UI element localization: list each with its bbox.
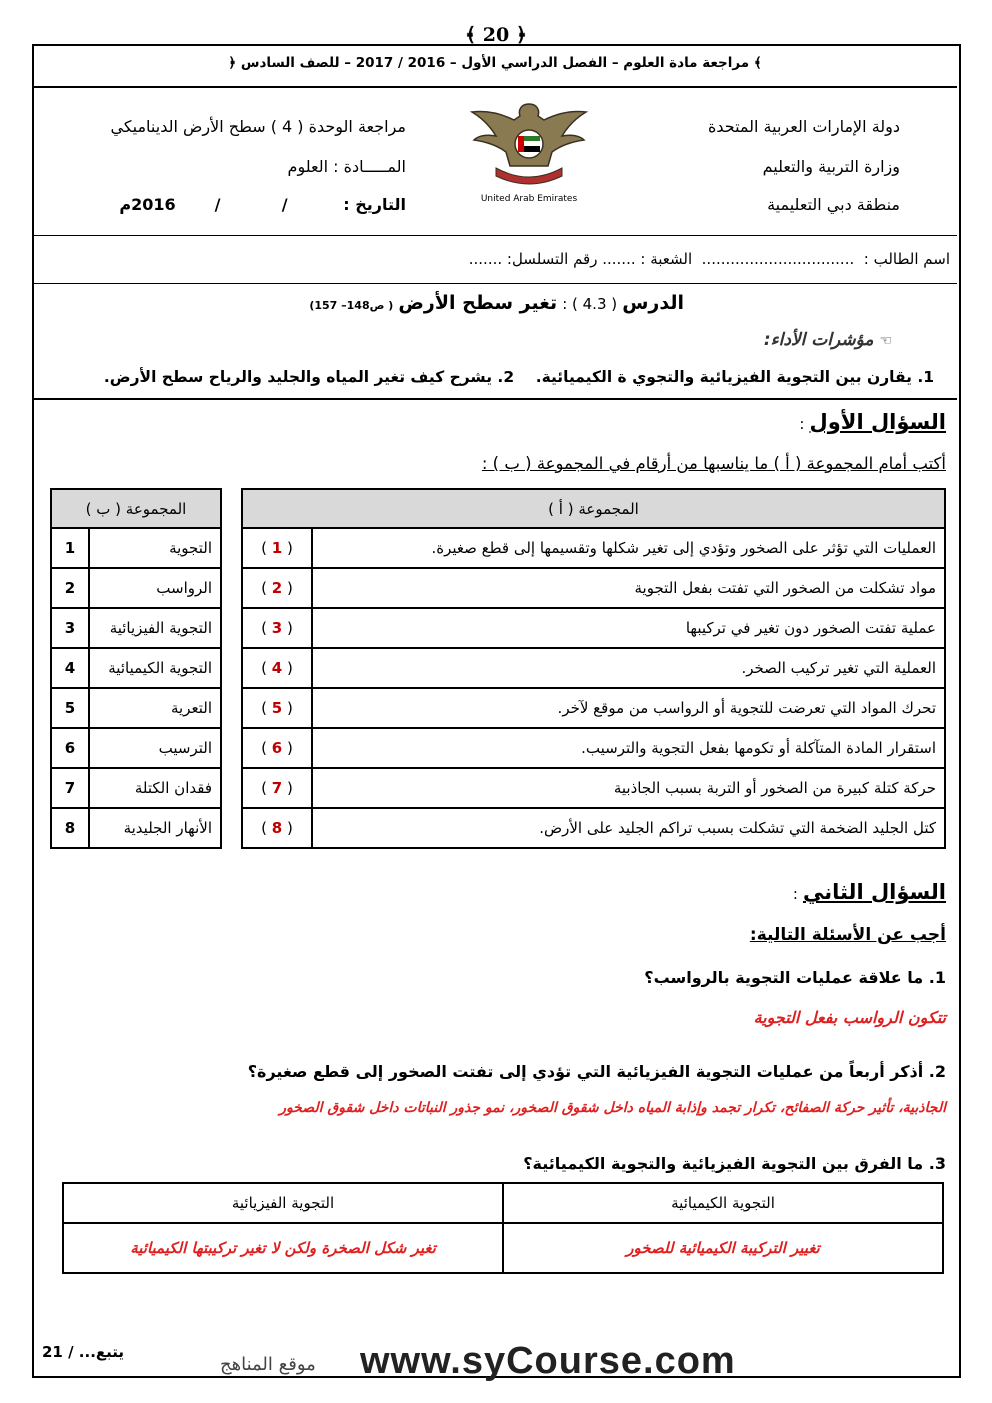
group-a-text: تحرك المواد التي تعرضت للتجوية أو الرواسب من موقع لآخر. xyxy=(312,688,945,728)
answer-cell[interactable]: ( 5 ) xyxy=(242,688,312,728)
lesson-label: الدرس xyxy=(622,292,684,314)
group-b-number: 1 xyxy=(51,528,89,568)
group-b-number: 2 xyxy=(51,568,89,608)
q2-question-1: 1. ما علاقة عمليات التجوية بالرواسب؟ xyxy=(644,968,946,987)
unit-review-title: مراجعة الوحدة ( 4 ) سطح الأرض الديناميكي xyxy=(110,117,406,136)
watermark-url: www.syCourse.com xyxy=(360,1340,736,1382)
group-a-table xyxy=(241,488,946,849)
group-b-number: 6 xyxy=(51,728,89,768)
group-b-row xyxy=(51,728,221,768)
answer-cell[interactable]: ( 1 ) xyxy=(242,528,312,568)
weathering-compare-table xyxy=(62,1182,944,1274)
group-a-row xyxy=(242,608,945,648)
indicators-text: 1. يقارن بين التجوية الفيزيائية والتجوي ة الكيميائية. 2. يشرح كيف تغير المياه والجليد والرياح سطح الأرض. xyxy=(103,368,934,386)
watermark xyxy=(220,1340,780,1392)
group-a-text: عملية تفتت الصخور دون تغير في تركيبها xyxy=(312,608,945,648)
group-b-row xyxy=(51,568,221,608)
q2-instruction: أجب عن الأسئلة التالية: xyxy=(749,925,946,945)
group-b-text: فقدان الكتلة xyxy=(89,768,221,808)
answer-cell[interactable]: ( 7 ) xyxy=(242,768,312,808)
date-line: التاريخ : / / 2016م xyxy=(119,195,406,214)
group-a-row xyxy=(242,568,945,608)
subject-line: المـــــادة : العلوم xyxy=(287,157,406,176)
group-a-text: كتل الجليد الضخمة التي تشكلت بسبب تراكم الجليد على الأرض. xyxy=(312,808,945,848)
group-a-row xyxy=(242,648,945,688)
group-b-number: 3 xyxy=(51,608,89,648)
q2-question-3: 3. ما الفرق بين التجوية الفيزيائية والتجوية الكيميائية؟ xyxy=(523,1154,946,1173)
chemical-weathering-header: التجوية الكيميائية xyxy=(503,1183,943,1223)
group-b-row xyxy=(51,528,221,568)
group-b-text: الترسيب xyxy=(89,728,221,768)
group-b-header: المجموعة ( ب ) xyxy=(51,489,221,528)
group-a-text: استقرار المادة المتآكلة أو تكومها بفعل التجوية والترسيب. xyxy=(312,728,945,768)
falcon-emblem-icon xyxy=(466,96,592,188)
chemical-weathering-answer[interactable]: تغيير التركيبة الكيميائية للصخور xyxy=(503,1223,943,1273)
group-b-text: التجوية xyxy=(89,528,221,568)
group-a-row xyxy=(242,808,945,848)
lesson-line xyxy=(309,292,684,314)
student-divider xyxy=(32,283,957,284)
answer-cell[interactable]: ( 8 ) xyxy=(242,808,312,848)
header-divider xyxy=(32,235,957,236)
indicators-label-row xyxy=(764,330,892,350)
q2-title: السؤال الثاني xyxy=(802,880,946,904)
uae-emblem xyxy=(466,96,592,206)
lesson-pages: ( ص148– 157) xyxy=(309,299,394,312)
group-b-text: الأنهار الجليدية xyxy=(89,808,221,848)
q1-instruction: أكتب أمام المجموعة ( أ ) ما يناسبها من أرقام في المجموعة ( ب ) : xyxy=(481,454,946,473)
physical-weathering-answer[interactable]: تغير شكل الصخرة ولكن لا تغير تركيبتها الكيميائية xyxy=(63,1223,503,1273)
district-name: منطقة دبي التعليمية xyxy=(767,195,900,214)
answer-cell[interactable]: ( 4 ) xyxy=(242,648,312,688)
ministry-name: وزارة التربية والتعليم xyxy=(762,157,900,176)
group-b-text: التجوية الفيزيائية xyxy=(89,608,221,648)
q2-answer-2[interactable]: الجاذبية، تأثير حركة الصفائح، تكرار تجمد وإذابة المياه داخل شقوق الصخور، نمو جذور النباتات داخل شقوق الصخور xyxy=(279,1100,946,1116)
group-a-row xyxy=(242,528,945,568)
emblem-caption: United Arab Emirates xyxy=(480,194,578,204)
group-b-number: 8 xyxy=(51,808,89,848)
group-a-text: العملية التي تغير تركيب الصخر. xyxy=(312,648,945,688)
group-b-text: الرواسب xyxy=(89,568,221,608)
group-b-number: 7 xyxy=(51,768,89,808)
answer-cell[interactable]: ( 3 ) xyxy=(242,608,312,648)
lesson-divider xyxy=(32,398,957,400)
answer-cell[interactable]: ( 6 ) xyxy=(242,728,312,768)
group-a-row xyxy=(242,688,945,728)
indicators-label: مؤشرات الأداء: xyxy=(763,330,874,350)
country-name: دولة الإمارات العربية المتحدة xyxy=(707,117,900,136)
group-b-row xyxy=(51,648,221,688)
group-a-row xyxy=(242,768,945,808)
group-b-number: 5 xyxy=(51,688,89,728)
group-a-header: المجموعة ( أ ) xyxy=(242,489,945,528)
q1-heading xyxy=(799,410,946,434)
continue-note: يتبع... / 21 xyxy=(42,1343,125,1361)
group-b-row xyxy=(51,688,221,728)
q2-answer-1[interactable]: تتكون الرواسب بفعل التجوية xyxy=(753,1008,946,1027)
group-b-table xyxy=(50,488,222,849)
group-b-row xyxy=(51,808,221,848)
q2-colon: : xyxy=(792,885,798,903)
physical-weathering-header: التجوية الفيزيائية xyxy=(63,1183,503,1223)
watermark-sub: موقع المناهج xyxy=(220,1354,316,1375)
group-a-text: مواد تشكلت من الصخور التي تفتت بفعل التجوية xyxy=(312,568,945,608)
banner-title: ﴾ مراجعة مادة العلوم – الفصل الدراسي الأول – 2016 / 2017 – للصف السادس ﴿ xyxy=(228,55,762,71)
group-b-text: التعرية xyxy=(89,688,221,728)
q1-colon: : xyxy=(799,415,805,433)
group-a-text: حركة كتلة كبيرة من الصخور أو التربة بسبب الجاذبية xyxy=(312,768,945,808)
group-b-row xyxy=(51,768,221,808)
pointer-hand-icon: ☜ xyxy=(879,333,892,349)
lesson-number: ( 4.3 ) : xyxy=(562,295,618,313)
q2-question-2: 2. أذكر أربعاً من عمليات التجوية الفيزيائية التي تؤدي إلى تفتت الصخور إلى قطع صغيرة؟ xyxy=(247,1062,946,1081)
answer-cell[interactable]: ( 2 ) xyxy=(242,568,312,608)
page-number: ﴾ 20 ﴿ xyxy=(465,24,527,46)
lesson-title: تغير سطح الأرض xyxy=(398,292,558,314)
group-b-text: التجوية الكيميائية xyxy=(89,648,221,688)
group-a-row xyxy=(242,728,945,768)
group-a-text: العمليات التي تؤثر على الصخور وتؤدي إلى تغير شكلها وتقسيمها إلى قطع صغيرة. xyxy=(312,528,945,568)
student-info-line: اسم الطالب : ................................ الشعبة : ....... رقم التسلسل: ....... xyxy=(468,250,950,268)
q2-heading xyxy=(793,880,946,904)
group-b-number: 4 xyxy=(51,648,89,688)
group-b-row xyxy=(51,608,221,648)
q1-title: السؤال الأول xyxy=(809,410,946,434)
